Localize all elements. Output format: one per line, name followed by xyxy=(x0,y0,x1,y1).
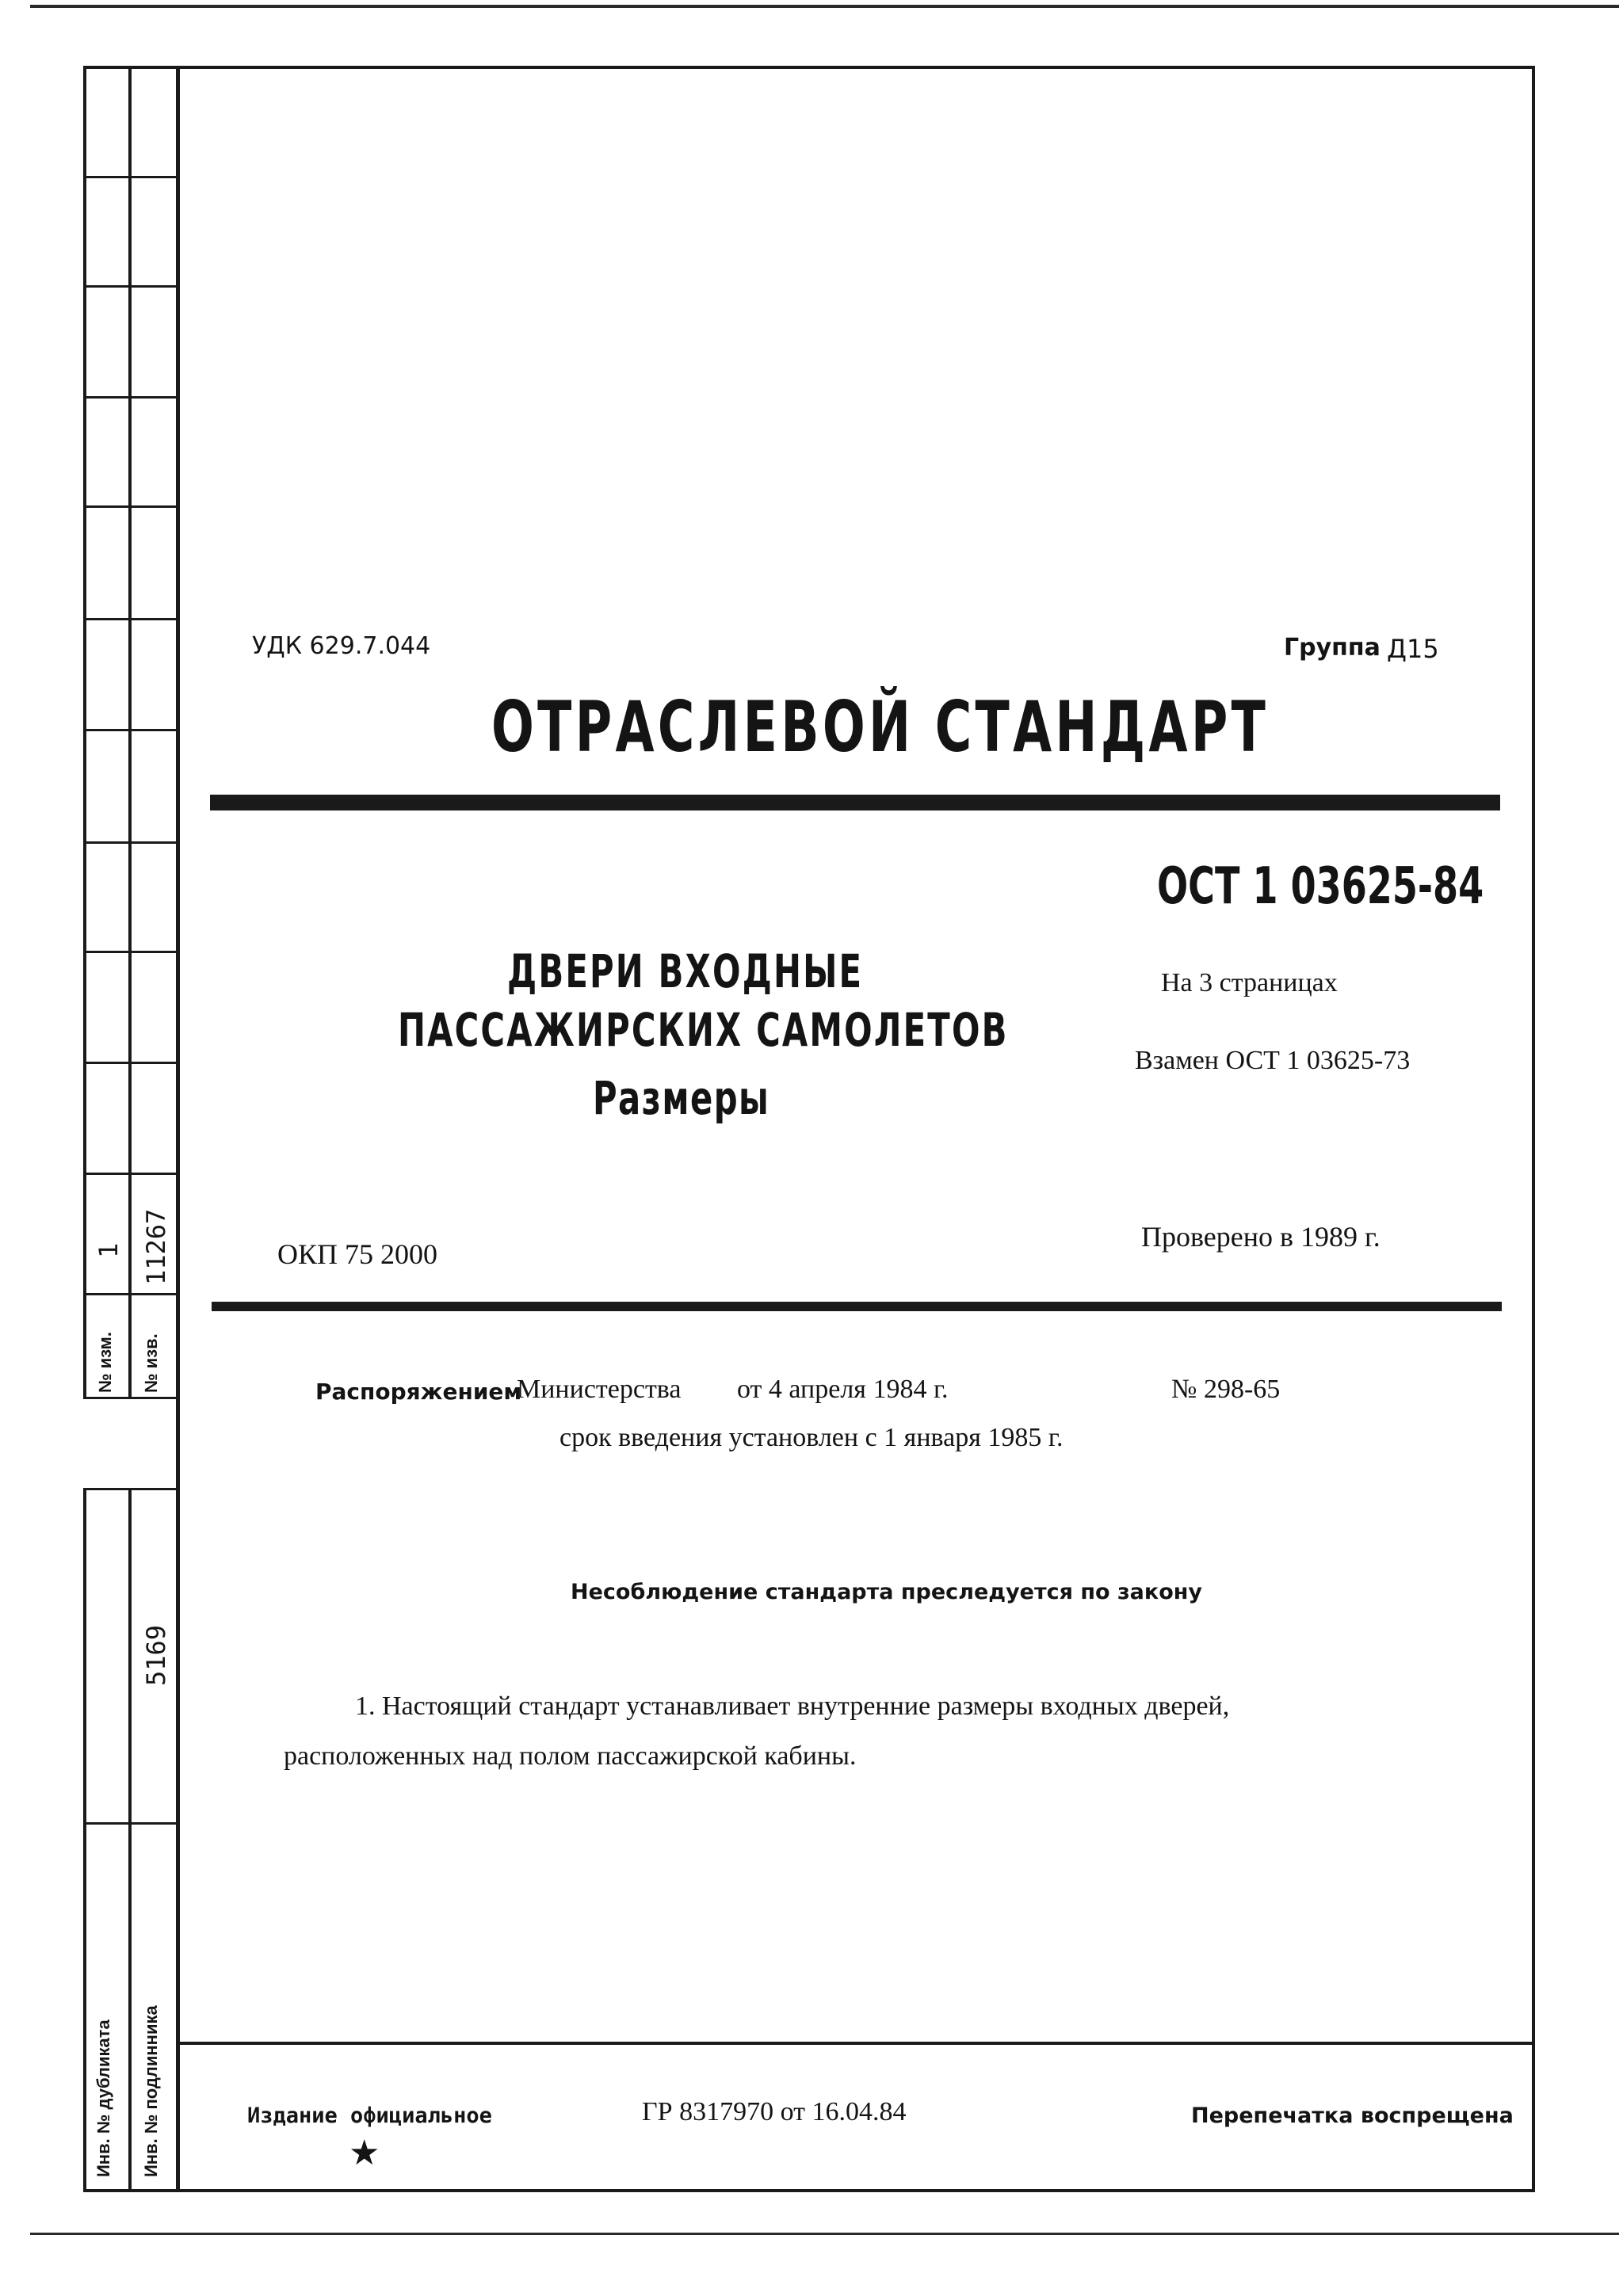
standard-name-line3: Размеры xyxy=(593,1071,770,1125)
original-inventory-value: 5169 xyxy=(141,1624,171,1686)
strip-cell-line xyxy=(83,285,176,288)
strip-cell-line xyxy=(83,1822,176,1825)
strip-gap-mask xyxy=(83,1397,87,1488)
document-type-title: ОТРАСЛЕВОЙ СТАНДАРТ xyxy=(491,686,1270,768)
effective-date: срок введения установлен с 1 января 1985 г. xyxy=(559,1423,1064,1452)
reprint-notice: Перепечатка воспрещена xyxy=(1191,2103,1514,2128)
change-number-value: 1 xyxy=(94,1242,124,1258)
strip-divider-bottom xyxy=(128,1488,132,2192)
footer-divider xyxy=(176,2042,1535,2045)
strip-cell-line xyxy=(83,729,176,731)
order-number: № 298-65 xyxy=(1171,1375,1281,1404)
strip-cell-line xyxy=(83,176,176,178)
udc-code: УДК 629.7.044 xyxy=(252,632,431,660)
registration-number: ГР 8317970 от 16.04.84 xyxy=(642,2097,907,2126)
original-inventory-label: Инв. № подлинника xyxy=(141,2005,161,2177)
order-label: Распоряжением xyxy=(315,1379,522,1405)
order-ministry: Министерства xyxy=(517,1375,682,1404)
strip-cell-line xyxy=(83,1293,176,1295)
legal-notice: Несоблюдение стандарта преследуется по закону xyxy=(571,1580,1203,1604)
group-value: Д15 xyxy=(1387,634,1439,664)
standard-name-line1: ДВЕРИ ВХОДНЫЕ xyxy=(507,944,864,998)
group-label: Группа xyxy=(1284,634,1381,662)
body-paragraph-line1: 1. Настоящий стандарт устанавливает внутренние размеры входных дверей, xyxy=(355,1691,1230,1721)
strip-divider-top xyxy=(128,66,132,1397)
notice-number-label: № изв. xyxy=(141,1333,161,1393)
strip-cell-line xyxy=(83,618,176,620)
order-divider xyxy=(212,1302,1502,1311)
strip-cell-line xyxy=(83,1062,176,1064)
body-paragraph-line2: расположенных над полом пассажирской кабины. xyxy=(284,1741,857,1771)
strip-cell-line xyxy=(83,841,176,844)
notice-number-value: 11267 xyxy=(141,1208,171,1285)
official-edition: Издание официальное xyxy=(247,2103,492,2128)
strip-cell-line xyxy=(83,1397,176,1399)
strip-cell-line xyxy=(83,396,176,399)
standard-name-line2: ПАССАЖИРСКИХ САМОЛЕТОВ xyxy=(398,1003,1009,1057)
replaces-standard: Взамен ОСТ 1 03625-73 xyxy=(1135,1046,1411,1075)
strip-cell-line xyxy=(83,1173,176,1175)
order-date: от 4 апреля 1984 г. xyxy=(737,1375,949,1404)
change-number-label: № изм. xyxy=(95,1332,115,1393)
checked-year: Проверено в 1989 г. xyxy=(1141,1221,1381,1253)
page-count: На 3 страницах xyxy=(1161,968,1338,997)
strip-cell-line xyxy=(83,505,176,508)
strip-cell-line xyxy=(83,1488,176,1490)
strip-gap xyxy=(83,1397,176,1488)
okp-code: ОКП 75 2000 xyxy=(277,1238,438,1270)
standard-code: ОСТ 1 03625-84 xyxy=(1157,857,1484,916)
title-divider xyxy=(210,795,1500,810)
duplicate-inventory-label: Инв. № дубликата xyxy=(94,2019,113,2177)
strip-cell-line xyxy=(83,951,176,953)
star-icon: ★ xyxy=(349,2134,380,2172)
main-content-frame xyxy=(176,66,1535,2192)
